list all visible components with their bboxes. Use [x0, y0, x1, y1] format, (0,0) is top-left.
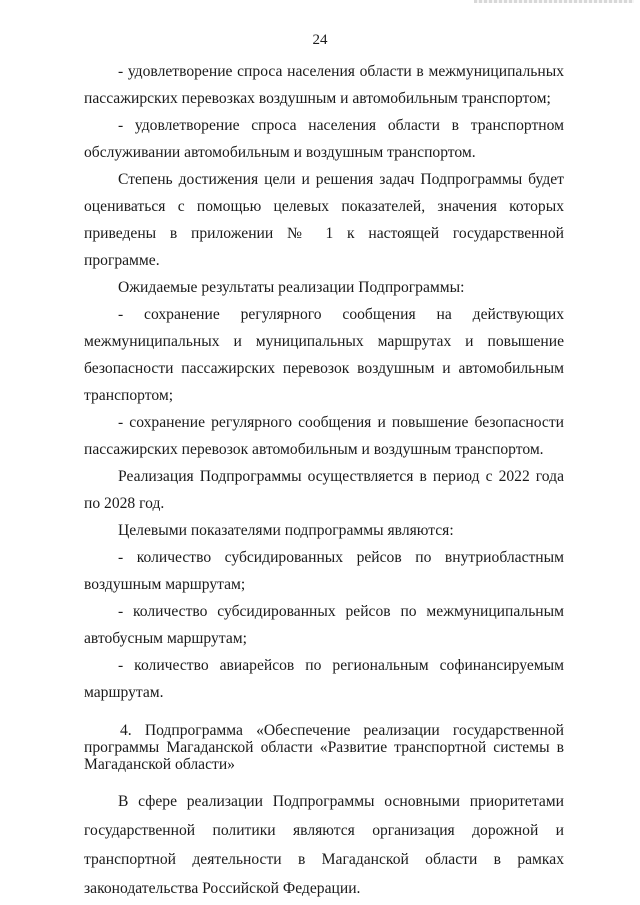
- paragraph-demand-transport-service: - удовлетворение спроса населения области в транспортном обслуживании автомобильным и воздушным транспортом.: [84, 117, 564, 161]
- paragraph-expected-results-heading: Ожидаемые результаты реализации Подпрограммы:: [118, 279, 465, 296]
- paragraph-result-safety: - сохранение регулярного сообщения и повышение безопасности пассажирских перевозок автомобильным и воздушным транспортом.: [84, 414, 564, 458]
- paragraph-implementation-period: Реализация Подпрограммы осуществляется в период с 2022 года по 2028 год.: [84, 468, 564, 512]
- paragraph-indicator-regional-flights: - количество авиарейсов по региональным софинансируемым маршрутам.: [84, 657, 564, 701]
- scan-edge-mark: [474, 0, 634, 3]
- paragraph-priorities: В сфере реализации Подпрограммы основными приоритетами государственной политики являются организация дорожной и транспортной деятельности в Магаданской области в рамках законодательства Российской Федерации.: [84, 793, 564, 897]
- paragraph-result-regular-routes: - сохранение регулярного сообщения на действующих межмуниципальных и муниципальных маршрутах и повышение безопасности пассажирских перевозок воздушным и автомобильным транспортом;: [84, 306, 564, 404]
- paragraph-indicator-air-flights: - количество субсидированных рейсов по внутриобластным воздушным маршрутам;: [84, 549, 564, 593]
- paragraph-goal-achievement: Степень достижения цели и решения задач Подпрограммы будет оцениваться с помощью целевых показателей, значения которых приведены в приложении № 1 к настоящей государственной программе.: [84, 171, 564, 269]
- paragraph-demand-intermunicipal: - удовлетворение спроса населения области в межмуниципальных пассажирских перевозках воздушным и автомобильным транспортом;: [84, 63, 564, 107]
- page-number: 24: [312, 32, 328, 48]
- section-heading-subprogram-4: 4. Подпрограмма «Обеспечение реализации государственной программы Магаданской области «Развитие транспортной системы в Магаданской области»: [84, 722, 564, 773]
- document-body: [84, 58, 564, 903]
- paragraph-indicators-heading: Целевыми показателями подпрограммы являются:: [118, 522, 454, 539]
- paragraph-indicator-bus-flights: - количество субсидированных рейсов по межмуниципальным автобусным маршрутам;: [84, 603, 564, 647]
